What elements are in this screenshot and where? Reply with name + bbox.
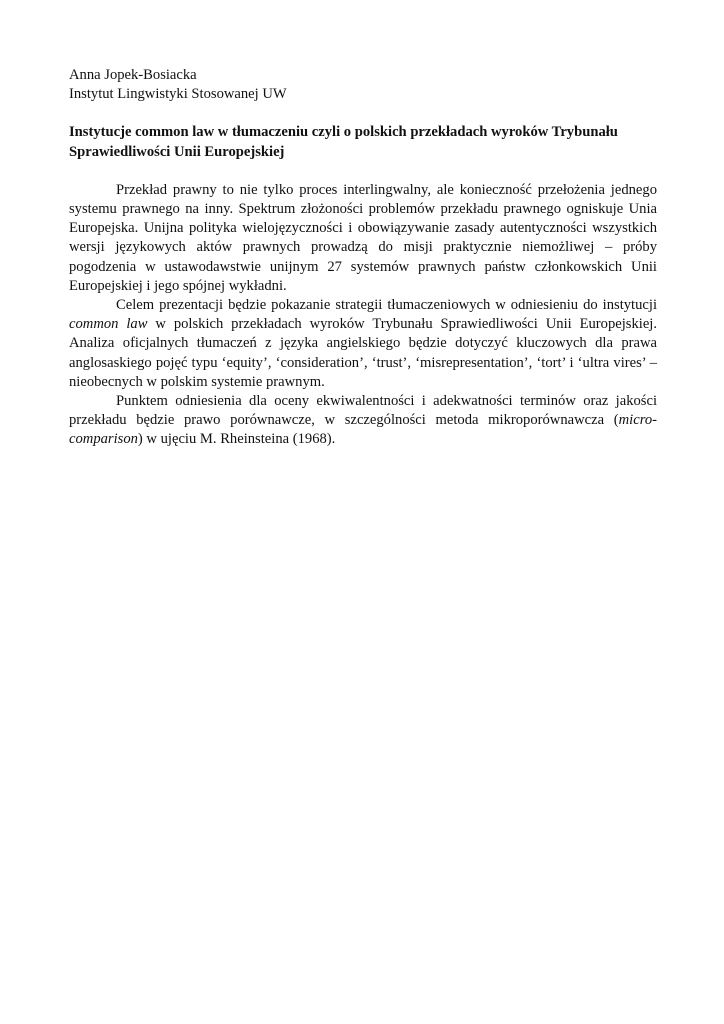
document-title: Instytucje common law w tłumaczeniu czyli o polskich przekładach wyroków Trybunału Sprawiedliwości Unii Europejskiej: [69, 124, 618, 160]
paragraph-2-part-a: Celem prezentacji będzie pokazanie strategii tłumaczeniowych w odniesieniu do instytucji: [116, 297, 657, 314]
paragraph-2-emphasis: common law: [69, 316, 148, 333]
paragraph-2-part-b: w polskich przekładach wyroków Trybunału Sprawiedliwości Unii Europejskiej. Analiza oficjalnych tłumaczeń z języka angielskiego będzie dotyczyć kluczowych dla prawa anglosaskiego pojęć typu ‘equity’, ‘consideration’, ‘trust’, ‘misrepresentation’, ‘tort’ i ‘ultra vires’ – nieobecnych w polskim systemie prawnym.: [69, 316, 658, 390]
paragraph-3: [69, 392, 657, 450]
paragraph-3-part-a: Punktem odniesienia dla oceny ekwiwalentności i adekwatności terminów oraz jakości przekładu będzie prawo porównawcze, w szczególności metoda mikroporównawcza (: [69, 393, 657, 429]
paragraph-3-part-b: ) w ujęciu M. Rheinsteina (1968).: [137, 431, 336, 448]
author-affiliation: Instytut Lingwistyki Stosowanej UW: [69, 86, 287, 103]
paragraph-2: [69, 296, 657, 392]
author-name: Anna Jopek-Bosiacka: [69, 67, 197, 83]
paragraph-1: Przekład prawny to nie tylko proces interlingwalny, ale konieczność przełożenia jednego systemu prawnego na inny. Spektrum złożoności problemów przekładu prawnego ogniskuje Unia Europejska. Unijna polityka wielojęzyczności i obowiązywanie zasady autentyczności wszystkich wersji językowych aktów prawnych prowadzą do misji praktycznie niemożliwej – próby pogodzenia w ustawodawstwie unijnym 27 systemów prawnych państw członkowskich Unii Europejskiej i jego spójnej wykładni.: [69, 181, 657, 294]
abstract-body: [69, 181, 657, 450]
document-page: [69, 66, 657, 450]
author-block: [69, 66, 657, 104]
paragraph-3-emphasis: micro-comparison: [69, 412, 657, 448]
